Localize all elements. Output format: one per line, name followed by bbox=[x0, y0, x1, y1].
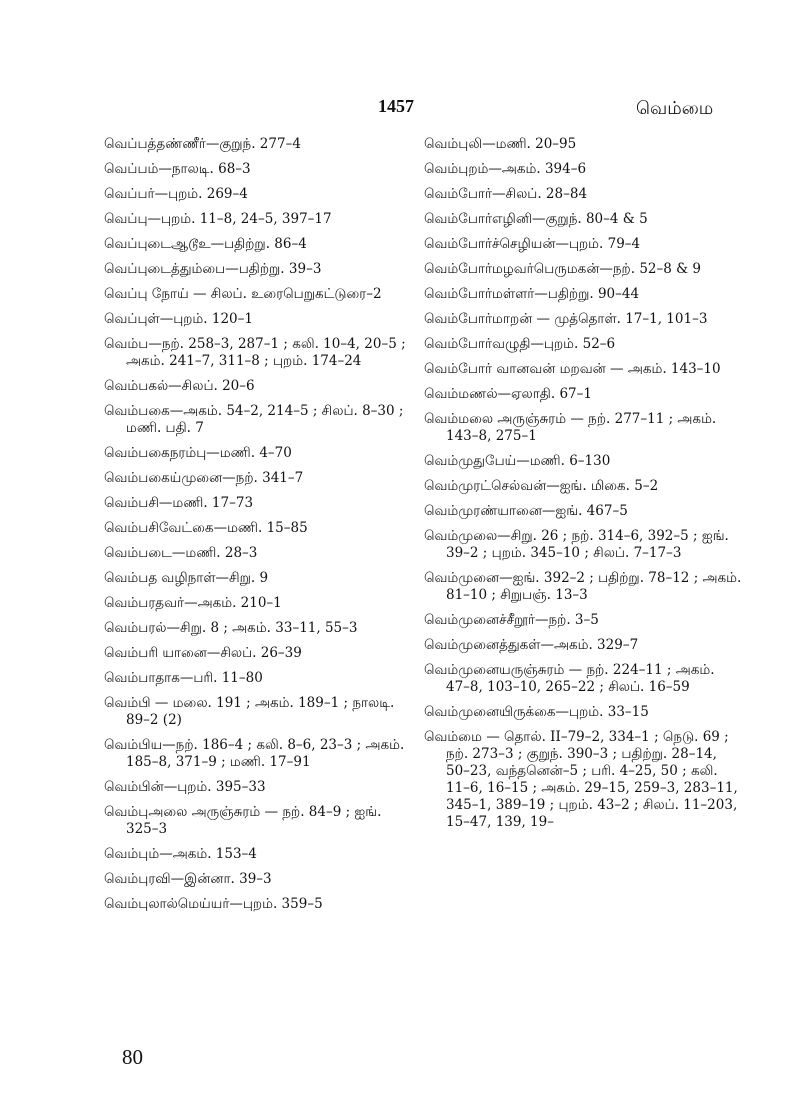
index-entry: வெம்பரி யானை—சிலப். 26–39 bbox=[104, 645, 302, 661]
index-entry: வெப்புள்—புறம். 120–1 bbox=[104, 311, 253, 327]
index-entry: வெப்புடைஆடூஉ—பதிற்று. 86–4 bbox=[104, 236, 307, 252]
index-entry: வெம்பி — மலை. 191 ; அகம். 189–1 ; நாலடி. 89–2 (2) bbox=[104, 695, 395, 728]
index-entry: வெம்போர் வானவன் மறவன் — அகம். 143–10 bbox=[424, 361, 721, 377]
index-entry: வெம்பசிவேட்கை—மணி. 15–85 bbox=[104, 520, 308, 536]
index-entry: வெம்புலால்மெய்யர்—புறம். 359–5 bbox=[104, 896, 323, 912]
index-column-right bbox=[424, 136, 742, 839]
index-entry: வெப்பர்—புறம். 269–4 bbox=[104, 186, 248, 202]
index-entry: வெம்முலை—சிறு. 26 ; நற். 314–6, 392–5 ; ஐங். 39–2 ; புறம். 345–10 ; சிலப். 7–17–3 bbox=[424, 528, 729, 561]
index-entry: வெப்பு நோய் — சிலப். உரைபெறுகட்டுரை–2 bbox=[104, 286, 382, 302]
index-entry: வெம்முதுபேய்—மணி. 6–130 bbox=[424, 453, 611, 469]
index-entry: வெம்பகைய்முனை—நற். 341–7 bbox=[104, 470, 304, 486]
index-entry: வெம்முனைச்சீறூர்—நற். 3–5 bbox=[424, 612, 599, 628]
index-entry: வெம்புலி—மணி. 20–95 bbox=[424, 136, 577, 152]
index-entry: வெம்முரண்யானை—ஐங். 467–5 bbox=[424, 503, 628, 519]
index-entry: வெம்பசி—மணி. 17–73 bbox=[104, 495, 254, 511]
page-number: 1457 bbox=[378, 96, 414, 116]
index-entry: வெம்போர்எழினி—குறுந். 80–4 & 5 bbox=[424, 211, 648, 227]
index-entry: வெம்பும்—அகம். 153–4 bbox=[104, 846, 257, 862]
index-entry: வெம்முரட்செல்வன்—ஐங். மிகை. 5–2 bbox=[424, 478, 659, 494]
index-entry: வெம்மலை அருஞ்சுரம் — நற். 277–11 ; அகம். 143–8, 275–1 bbox=[424, 411, 717, 444]
index-entry: வெம்போர்வழுதி—புறம். 52–6 bbox=[424, 336, 616, 352]
index-entry: வெம்புஅலை அருஞ்சுரம் — நற். 84–9 ; ஐங். 325–3 bbox=[104, 804, 382, 837]
index-entry: வெம்புறம்—அகம். 394–6 bbox=[424, 161, 587, 177]
index-column-left bbox=[104, 136, 414, 921]
index-entry: வெம்போர்மழவர்பெருமகன்—நற். 52–8 & 9 bbox=[424, 261, 702, 277]
index-entry: வெம்முனையருஞ்சுரம் — நற். 224–11 ; அகம். 47–8, 103–10, 265–22 ; சிலப். 16–59 bbox=[424, 662, 715, 695]
footer-page-number: 80 bbox=[122, 1045, 143, 1069]
index-entry: வெம்பகல்—சிலப். 20–6 bbox=[104, 378, 255, 394]
index-entry: வெம்புரவி—இன்னா. 39–3 bbox=[104, 871, 272, 887]
index-entry: வெம்முனைத்துகள்—அகம். 329–7 bbox=[424, 637, 639, 653]
index-entry: வெம்பாதாக—பரி. 11–80 bbox=[104, 670, 263, 686]
index-entry: வெப்பு—புறம். 11–8, 24–5, 397–17 bbox=[104, 211, 332, 227]
index-entry: வெம்மை — தொல். II–79–2, 334–1 ; நெடு. 69 ; நற். 273–3 ; குறுந். 390–3 ; பதிற்று. 28–14, 50–23, வந்தனென்–5 ; பரி. 4–25, 50 ; கலி. 11–6, 16–15 ; அகம். 29–15, 259–3, 283–11, 345–1, 389–19 ; புறம். 43–2 ; சிலப். 11–203, 15–47, 139, 19– bbox=[424, 729, 738, 830]
index-entry: வெம்போர்மள்ளர்—பதிற்று. 90–44 bbox=[424, 286, 640, 302]
index-entry: வெம்மணல்—ஏலாதி. 67–1 bbox=[424, 386, 592, 402]
index-entry: வெம்படை—மணி. 28–3 bbox=[104, 545, 258, 561]
index-entry: வெப்பத்தண்ணீர்—குறுந். 277–4 bbox=[104, 136, 301, 152]
index-entry: வெம்போர்மாறன் — முத்தொள். 17–1, 101–3 bbox=[424, 311, 708, 327]
index-entry: வெம்முனையிருக்கை—புறம். 33–15 bbox=[424, 704, 649, 720]
index-entry: வெம்பகைநரம்பு—மணி. 4–70 bbox=[104, 445, 292, 461]
index-entry: வெம்முனை—ஐங். 392–2 ; பதிற்று. 78–12 ; அகம். 81–10 ; சிறுபஞ். 13–3 bbox=[424, 570, 742, 603]
index-entry: வெப்பம்—நாலடி. 68–3 bbox=[104, 161, 251, 177]
index-entry: வெம்பின்—புறம். 395–33 bbox=[104, 779, 266, 795]
index-entry: வெம்பரல்—சிறு. 8 ; அகம். 33–11, 55–3 bbox=[104, 620, 358, 636]
running-head: வெம்மை bbox=[636, 98, 714, 119]
index-entry: வெம்ப—நற். 258–3, 287–1 ; கலி. 10–4, 20–5 ; அகம். 241–7, 311–8 ; புறம். 174–24 bbox=[104, 336, 406, 369]
index-entry: வெப்புடைத்தும்பை—பதிற்று. 39–3 bbox=[104, 261, 322, 277]
index-entry: வெம்பிய—நற். 186–4 ; கலி. 8–6, 23–3 ; அகம். 185–8, 371–9 ; மணி. 17–91 bbox=[104, 737, 405, 770]
index-entry: வெம்பகை—அகம். 54–2, 214–5 ; சிலப். 8–30 ; மணி. பதி. 7 bbox=[104, 403, 404, 436]
index-entry: வெம்பத வழிநாள்—சிறு. 9 bbox=[104, 570, 269, 586]
index-entry: வெம்போர்ச்செழியன்—புறம். 79–4 bbox=[424, 236, 641, 252]
index-entry: வெம்பரதவர்—அகம். 210–1 bbox=[104, 595, 282, 611]
index-entry: வெம்போர்—சிலப். 28–84 bbox=[424, 186, 588, 202]
